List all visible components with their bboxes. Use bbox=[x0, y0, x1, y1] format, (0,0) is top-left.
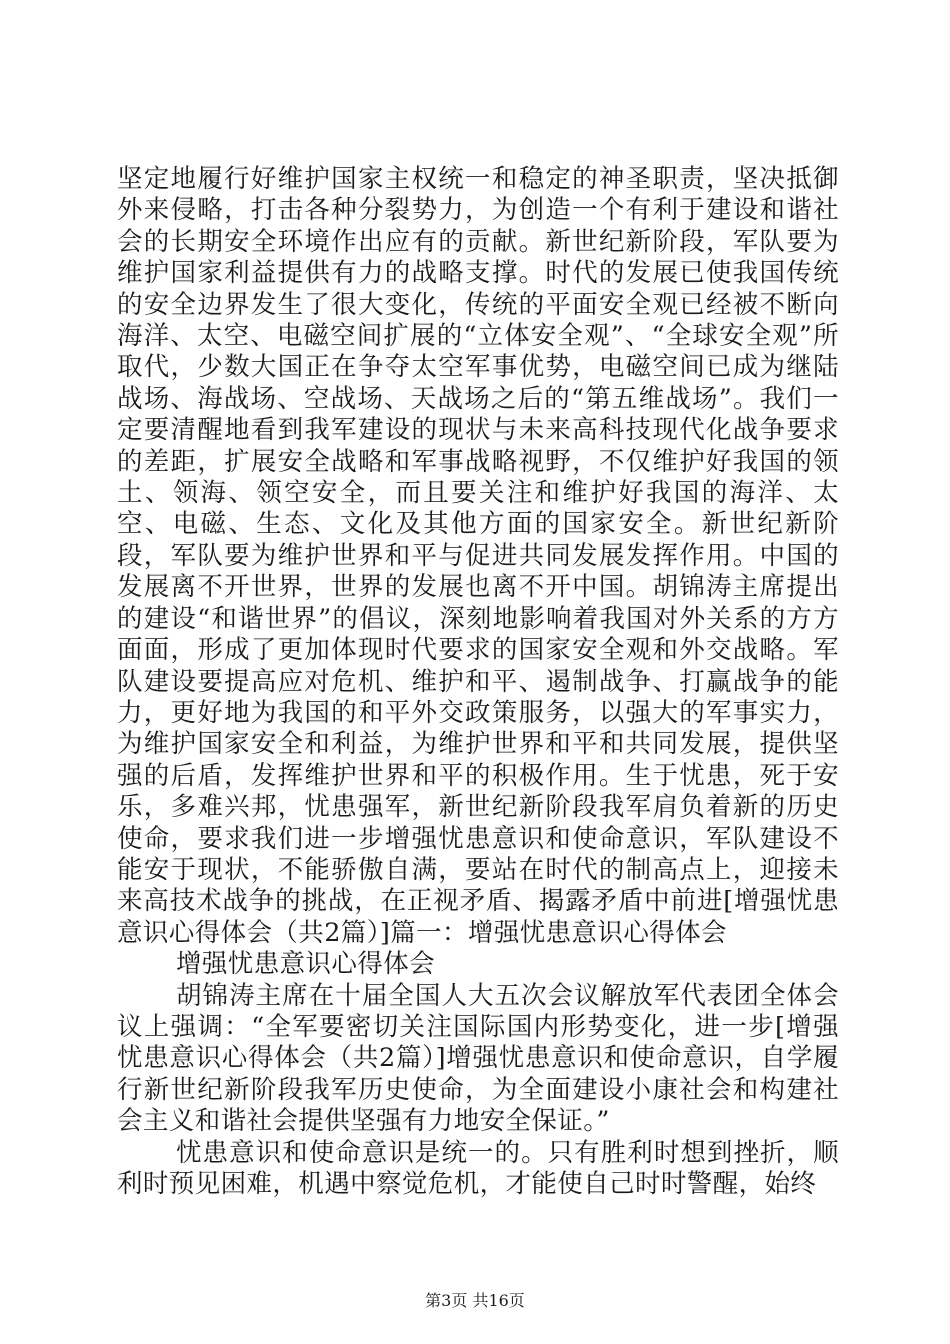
paragraph-quote: 胡锦涛主席在十届全国人大五次会议解放军代表团全体会议上强调：“全军要密切关注国际国内形势变化，进一步[增强忧患意识心得体会（共2篇）]增强忧患意识和使命意识，自学履行新世纪新阶段我军历史使命，为全面建设小康社会和构建社会主义和谐社会提供坚强有力地安全保证。” bbox=[117, 980, 839, 1137]
page-number: 第3页 共16页 bbox=[425, 1291, 525, 1310]
document-body bbox=[117, 164, 839, 1200]
paragraph-heading: 增强忧患意识心得体会 bbox=[176, 949, 436, 980]
paragraph-body: 忧患意识和使命意识是统一的。只有胜利时想到挫折，顺利时预见困难，机遇中察觉危机，才能使自己时时警醒，始终 bbox=[117, 1137, 839, 1199]
paragraph-continuation: 坚定地履行好维护国家主权统一和稳定的神圣职责，坚决抵御外来侵略，打击各种分裂势力，为创造一个有利于建设和谐社会的长期安全环境作出应有的贡献。新世纪新阶段，军队要为维护国家利益提供有力的战略支撑。时代的发展已使我国传统的安全边界发生了很大变化，传统的平面安全观已经被不断向海洋、太空、电磁空间扩展的“立体安全观”、“全球安全观”所取代，少数大国正在争夺太空军事优势，电磁空间已成为继陆战场、海战场、空战场、天战场之后的“第五维战场”。我们一定要清醒地看到我军建设的现状与未来高科技现代化战争要求的差距，扩展安全战略和军事战略视野，不仅维护好我国的领土、领海、领空安全，而且要关注和维护好我国的海洋、太空、电磁、生态、文化及其他方面的国家安全。新世纪新阶段，军队要为维护世界和平与促进共同发展发挥作用。中国的发展离不开世界，世界的发展也离不开中国。胡锦涛主席提出的建设“和谐世界”的倡议，深刻地影响着我国对外关系的方方面面，形成了更加体现时代要求的国家安全观和外交战略。军队建设要提高应对危机、维护和平、遏制战争、打赢战争的能力，更好地为我国的和平外交政策服务，以强大的军事实力，为维护国家安全和利益，为维护世界和平和共同发展，提供坚强的后盾，发挥维护世界和平的积极作用。生于忧患，死于安乐，多难兴邦，忧患强军，新世纪新阶段我军肩负着新的历史使命，要求我们进一步增强忧患意识和使命意识，军队建设不能安于现状，不能骄傲自满，要站在时代的制高点上，迎接未来高技术战争的挑战，在正视矛盾、揭露矛盾中前进[增强忧患意识心得体会（共2篇）]篇一：增强忧患意识心得体会 bbox=[117, 164, 839, 948]
